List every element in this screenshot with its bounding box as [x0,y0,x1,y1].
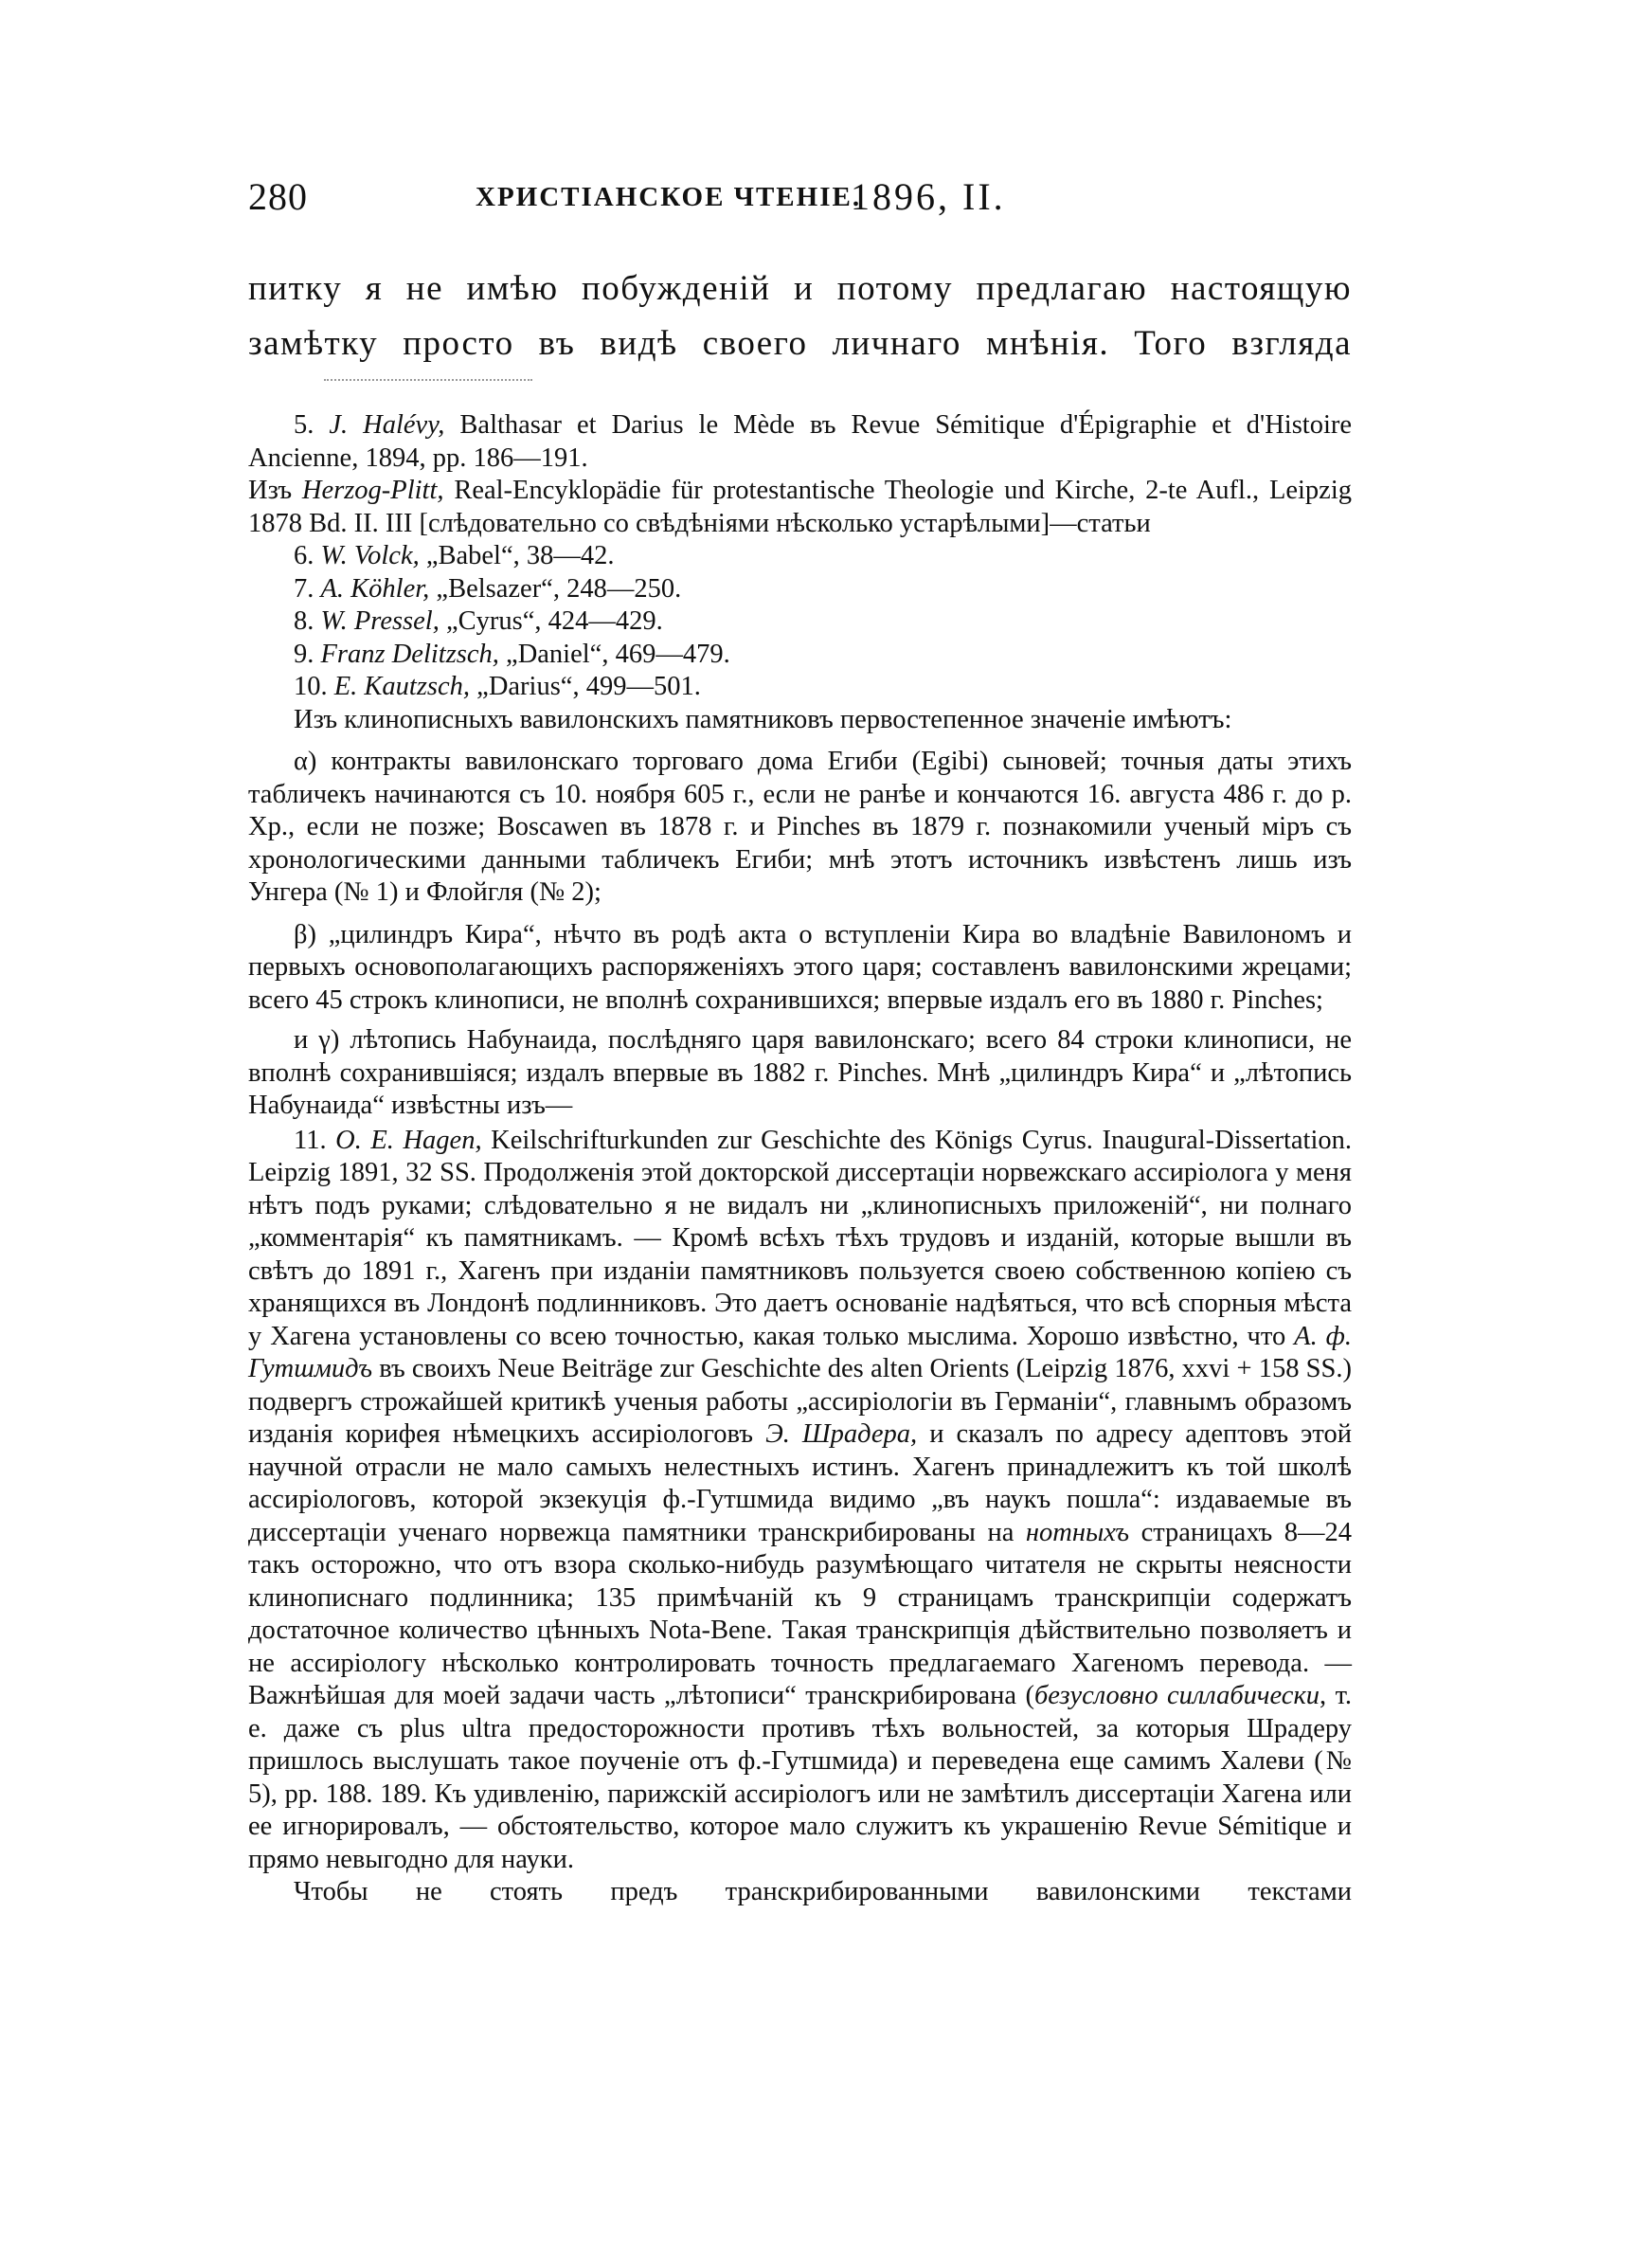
running-title: ХРИСТІАНСКОЕ ЧТЕНІЕ. [476,182,862,212]
footnotes [248,409,1352,1909]
list-item [248,573,1352,606]
running-year-part: 1896, II. [851,175,1006,218]
note-text: Balthasar et Darius le Mède въ Revue Sémitique d'Épigraphie et d'Histoire Ancienne, 1894, pp. 186—191. [248,410,1353,473]
item-beta: β) „цилиндръ Кира“, нѣчто въ родѣ акта о вступленіи Кира во владѣніе Вавилономъ и первыхъ основополагающихъ распоряженіяхъ этого царя; составленъ вавилонскими жрецами; всего 45 строкъ клинописи, не вполнѣ сохранившихся; впервые издалъ его въ 1880 г. Pinches; [248,919,1352,1015]
note-number: 10. [294,672,328,701]
notnykh-word: нотныхъ [1025,1517,1130,1547]
main-text [248,262,1352,371]
note-author: E. Kautzsch, [333,672,471,701]
gutschmid-name: А. ф. Гутшмидъ [248,1321,1353,1383]
note-author: Herzog-Plitt, [301,476,444,505]
note-number: 6. [294,541,314,570]
item-gamma: и γ) лѣтопись Набунаида, послѣдняго царя вавилонскаго; всего 84 строки клинописи, не вполнѣ сохранившіяся; издалъ впервые въ 1882 г. Pinches. Мнѣ „цилиндръ Кира“ и „лѣтопись Набунаида“ извѣстны изъ— [248,1025,1352,1120]
note-text: „Belsazer“, 248—250. [436,573,682,604]
note-11 [248,1125,1352,1877]
note-author: A. Köhler, [320,573,430,604]
note-text: „Cyrus“, 424—429. [445,606,663,636]
note-text: страницахъ 8—24 такъ осторожно, что отъ взора сколько-нибудь разумѣющаго читателя не скрыты неясности клинописнаго подлинника; 135 примѣчаній къ 9 страницамъ транскрипціи содержатъ достаточное количество цѣнныхъ Nota-Bene. Такая транскрипція дѣйствительно позволяетъ и не ассиріологу нѣсколько контролировать точность предлагаемаго Хагеномъ перевода. — Важнѣйшая для моей задачи часть „лѣтописи“ транскрибирована ( [248,1517,1352,1710]
list-item [248,639,1352,672]
footnote-separator [324,379,532,381]
note-author: W. Pressel, [320,606,440,636]
note-text: „Daniel“, 469—479. [506,639,730,669]
note-text: Real-Encyklopädie für protestantische Theologie und Kirche, 2-te Aufl., Leipzig 1878 Bd. II. III [слѣдовательно со свѣдѣніями нѣсколько устарѣлыми]—статьи [248,476,1352,538]
note-number: 8. [294,606,314,636]
list-item [248,671,1352,704]
list-item [248,540,1352,573]
item-alpha: α) контракты вавилонскаго торговаго дома Егиби (Egibi) сыновей; точныя даты этихъ табличекъ начинаются съ 10. ноября 605 г., если не ранѣе и кончаются 16. августа 486 г. до р. Хр., если не позже; Boscawen въ 1878 г. и Pinches въ 1879 г. познакомили ученый міръ съ хронологическими данными табличекъ Егиби; мнѣ этотъ источникъ извѣстенъ лишь изъ Унгера (№ 1) и Флойгля (№ 2); [248,747,1352,907]
note-author: O. E. Hagen, [335,1125,482,1155]
note-number: 9. [294,639,314,669]
note-author: J. Halévy, [329,410,445,440]
note-text: „Babel“, 38—42. [425,541,615,570]
syllabic-phrase: безусловно силлабически [1033,1681,1320,1710]
continuation-line: Чтобы не стоять предъ транскрибированными вавилонскими текстами [294,1877,1352,1906]
note-text: , т. е. даже съ plus ultra предосторожности противъ тѣхъ вольностей, за которыя Шрадеру пришлось выслушать такое поученіе отъ ф.-Гутшмида) и переведена еще самимъ Халеви (№ 5), pp. 188. 189. Къ удивленію, парижскій ассиріологъ или не замѣтилъ диссертаціи Хагена или ее игнорировалъ, — обстоятельство, которое мало служитъ къ украшенію Revue Sémitique и прямо невыгодно для науки. [248,1681,1353,1874]
running-header [248,174,1352,231]
note-number: 11. [294,1125,327,1155]
note-author: W. Volck, [320,541,420,570]
main-text-line: замѣтку просто въ видѣ своего личнаго мнѣнія. Того взгляда [248,324,1352,363]
note-number: 5. [294,410,314,440]
note-text: Keilschrifturkunden zur Geschichte des Königs Cyrus. Inaugural-Dissertation. Leipzig 1891, 32 SS. Продолженія этой докторской диссертаціи норвежскаго ассиріолога у меня нѣтъ подъ руками; слѣдовательно я не видалъ ни „клинописныхъ приложеній“, ни полнаго „комментарія“ къ памятникамъ. — Кромѣ всѣхъ тѣхъ трудовъ и изданій, которые вышли въ свѣтъ до 1891 г., Хагенъ при изданіи памятниковъ пользуется своею собственною копіею съ хранящихся въ Лондонѣ подлинниковъ. Это даетъ основаніе надѣяться, что всѣ спорныя мѣста у Хагена установлены со всею точностью, какая только мыслима. Хорошо извѣстно, что [248,1125,1353,1351]
note-text: „Darius“, 499—501. [476,672,701,701]
note-author: Franz Delitzsch, [320,639,499,669]
cuneiform-intro: Изъ клинописныхъ вавилонскихъ памятниковъ первостепенное значеніе имѣютъ: [294,704,1232,734]
note-prefix: Изъ [248,476,293,505]
list-item [248,605,1352,639]
note-number: 7. [294,573,314,604]
note-text: и сказалъ по адресу адептовъ этой научной отрасли не мало самыхъ нелестныхъ истинъ. Хагенъ принадлежитъ къ той школѣ ассиріологовъ, которой экзекуція ф.-Гутшмида видимо „въ наукъ пошла“: издаваемые въ диссертаціи ученаго норвежца памятники транскрибированы на [248,1419,1352,1547]
schrader-name: Э. Шрадера, [765,1419,918,1449]
note-herzog [248,475,1352,540]
note-5 [248,409,1352,475]
page-number: 280 [248,175,308,218]
main-text-line: питку я не имѣю побужденій и потому предлагаю настоящую [248,269,1352,308]
note-text: въ своихъ Neue Beiträge zur Geschichte des alten Orients (Leipzig 1876, xxvi + 158 SS.) подвергъ строжайшей критикѣ ученыя работы „ассиріологіи въ Германіи“, главнымъ образомъ изданія корифея нѣмецкихъ ассиріологовъ [248,1354,1352,1449]
